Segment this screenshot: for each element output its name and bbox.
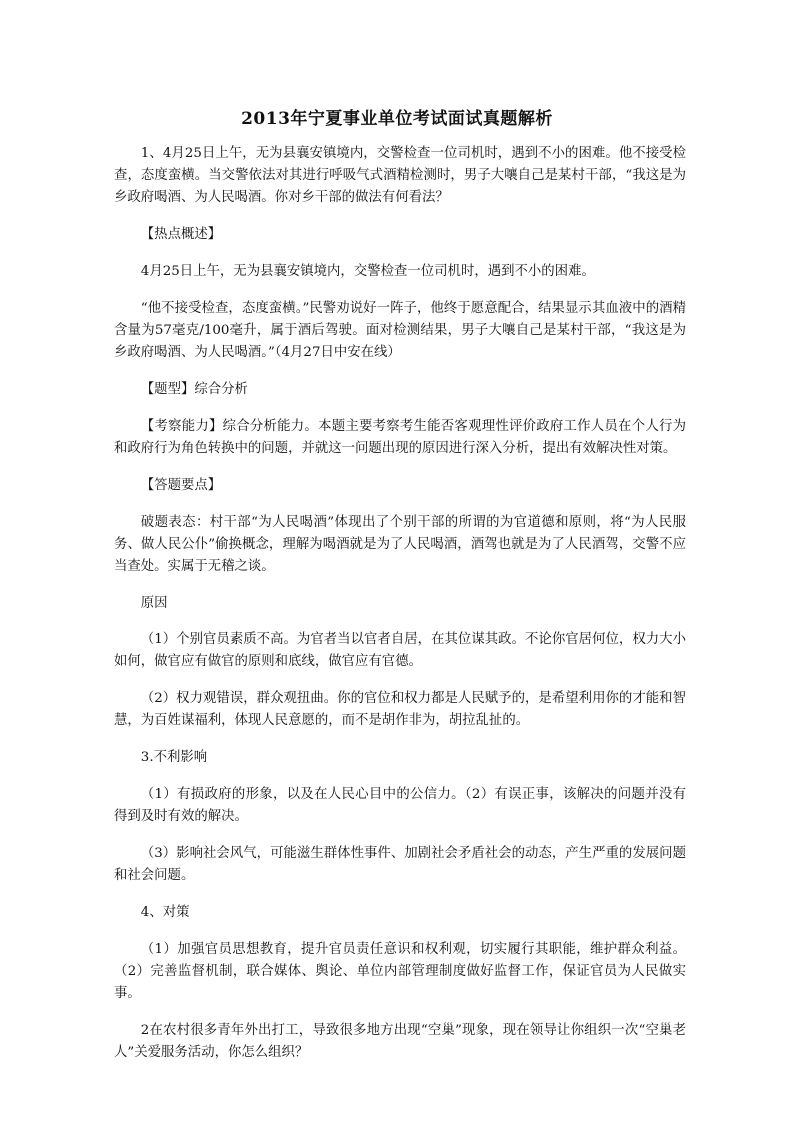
section-heading-impacts: 3.不利影响	[140, 750, 208, 765]
question-2-text: 2在农村很多青年外出打工，导致很多地方出现“空巢”现象，现在领导让你组织一次“空巢老人”关爱服务活动，你怎么组织？	[114, 1023, 686, 1060]
section-heading-answer-points: 【答题要点】	[140, 478, 222, 493]
impact-3: （3）影响社会风气，可能滋生群体性事件、加剧社会矛盾社会的动态，产生严重的发展问题和社会问题。	[114, 846, 686, 883]
question-type: 【题型】综合分析	[140, 382, 248, 397]
section-heading-causes: 原因	[140, 596, 168, 611]
countermeasures-text: （1）加强官员思想教育，提升官员责任意识和权利观，切实履行其职能，维护群众利益。（2）完善监督机制，联合媒体、舆论、单位内部管理制度做好监督工作，保证官员为人民做实事。	[114, 942, 686, 1001]
document-title: 2013年宁夏事业单位考试面试真题解析	[241, 109, 553, 129]
answer-opening-statement: 破题表态：村干部“为人民喝酒”体现出了个别干部的所谓的为官道德和原则，将“为人民服务、做人民公仆”偷换概念，理解为喝酒就是为了人民喝酒，酒驾也就是为了人民酒驾，交警不应当查处。实属于无稽之谈。	[114, 515, 686, 574]
ability-assessed: 【考察能力】综合分析能力。本题主要考察考生能否客观理性评价政府工作人员在个人行为和政府行为角色转换中的问题，并就这一问题出现的原因进行深入分析，提出有效解决性对策。	[114, 419, 686, 456]
section-heading-hot-topic: 【热点概述】	[140, 227, 222, 242]
hot-topic-detail: “他不接受检查，态度蛮横。”民警劝说好一阵子，他终于愿意配合，结果显示其血液中的酒精含量为57毫克/100毫升，属于酒后驾驶。面对检测结果，男子大嚷自己是某村干部，“我这是为乡政府喝酒、为人民喝酒。”（4月27日中安在线）	[114, 301, 686, 360]
cause-2: （2）权力观错误，群众观扭曲。你的官位和权力都是人民赋予的，是希望利用你的才能和智慧，为百姓谋福利，体现人民意愿的，而不是胡作非为，胡拉乱扯的。	[114, 691, 686, 728]
document-body	[114, 143, 686, 1079]
hot-topic-summary: 4月25日上午，无为县襄安镇境内，交警检查一位司机时，遇到不小的困难。	[140, 264, 595, 279]
question-1-text: 1、4月25日上午，无为县襄安镇境内，交警检查一位司机时，遇到不小的困难。他不接受检查，态度蛮横。当交警依法对其进行呼吸气式酒精检测时，男子大嚷自己是某村干部，“我这是为乡政府喝酒、为人民喝酒。你对乡干部的做法有何看法？	[114, 146, 686, 205]
cause-1: （1）个别官员素质不高。为官者当以官者自居，在其位谋其政。不论你官居何位，权力大小如何，做官应有做官的原则和底线，做官应有官德。	[114, 632, 686, 669]
impacts-1-2: （1）有损政府的形象，以及在人民心目中的公信力。（2）有误正事，该解决的问题并没有得到及时有效的解决。	[114, 787, 686, 824]
section-heading-countermeasures: 4、对策	[140, 905, 190, 920]
